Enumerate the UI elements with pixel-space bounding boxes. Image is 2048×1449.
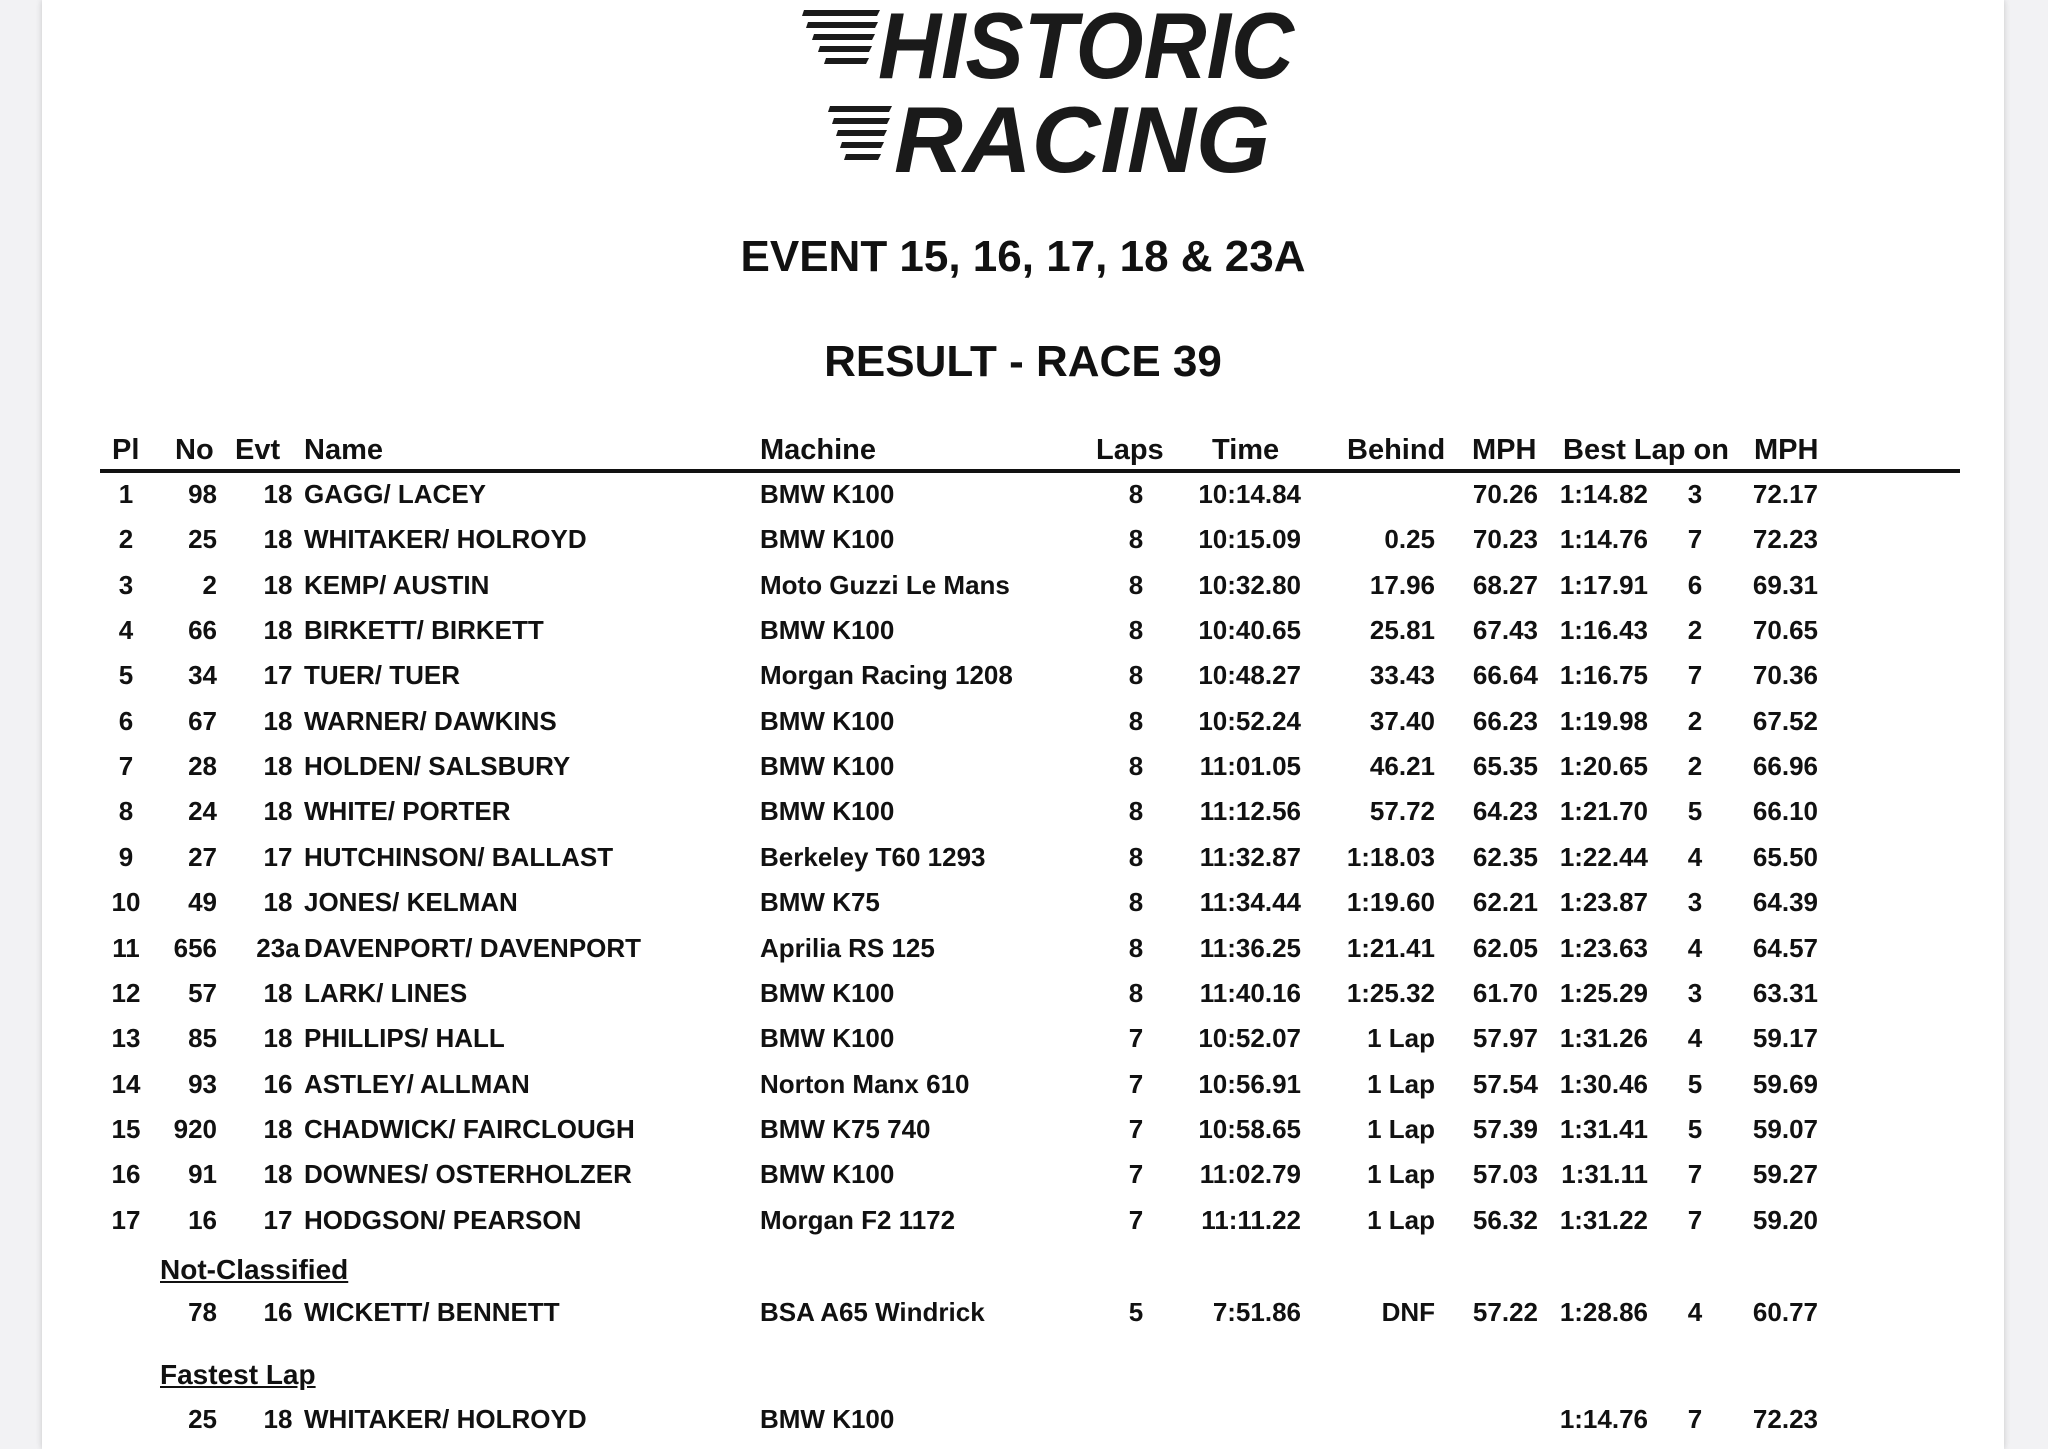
- cell-mph: 66.23: [1472, 706, 1538, 736]
- cell-mph: 56.32: [1472, 1205, 1538, 1235]
- cell-mph: 70.26: [1472, 479, 1538, 509]
- logo-line-2: RACING: [894, 87, 1270, 185]
- cell-best-lap: 1:31.26: [1559, 1023, 1648, 1053]
- cell-on: 7: [1687, 1205, 1703, 1235]
- fastest-lap-label: Fastest Lap: [160, 1359, 316, 1390]
- cell-best-lap: 1:31.22: [1559, 1205, 1648, 1235]
- cell-best-lap: 1:31.41: [1559, 1114, 1648, 1144]
- col-pl: Pl: [112, 434, 140, 466]
- cell-machine: BMW K100: [760, 978, 895, 1008]
- table-row: [42, 478, 2002, 510]
- cell-best-mph: 69.31: [1752, 570, 1818, 600]
- cell-name: HOLDEN/ SALSBURY: [304, 751, 571, 781]
- results-sheet: [42, 0, 2004, 1449]
- cell-best-mph: 59.69: [1752, 1069, 1818, 1099]
- cell-time: 10:52.24: [1198, 706, 1301, 736]
- cell-behind: 57.72: [1369, 796, 1435, 826]
- cell-evt: 17: [263, 842, 293, 872]
- cell-time: 11:34.44: [1199, 887, 1301, 917]
- cell-mph: 67.43: [1472, 615, 1538, 645]
- cell-evt: 18: [263, 796, 293, 826]
- cell-evt: 18: [263, 706, 293, 736]
- col-best-mph: MPH: [1754, 434, 1819, 466]
- cell-laps: 7: [1128, 1023, 1144, 1053]
- cell-name: BIRKETT/ BIRKETT: [304, 615, 544, 645]
- cell-pl: 1: [118, 479, 134, 509]
- cell-mph: 62.21: [1472, 887, 1538, 917]
- cell-best-mph: 72.17: [1752, 479, 1818, 509]
- cell-on: 7: [1687, 1159, 1703, 1189]
- cell-behind: 1 Lap: [1367, 1159, 1435, 1189]
- cell-time: 10:52.07: [1198, 1023, 1301, 1053]
- cell-mph: 57.97: [1472, 1023, 1538, 1053]
- cell-pl: 7: [118, 751, 134, 781]
- table-row: [42, 614, 2002, 646]
- cell-best-mph: 59.27: [1752, 1159, 1818, 1189]
- cell-no: 920: [173, 1114, 217, 1144]
- cell-best-mph: 72.23: [1752, 1404, 1818, 1434]
- cell-behind: 25.81: [1369, 615, 1435, 645]
- table-row: [42, 1022, 2002, 1054]
- cell-on: 5: [1687, 1114, 1703, 1144]
- cell-mph: 64.23: [1472, 796, 1538, 826]
- cell-laps: 7: [1128, 1205, 1144, 1235]
- cell-name: KEMP/ AUSTIN: [304, 570, 490, 600]
- cell-best-mph: 70.36: [1752, 660, 1818, 690]
- cell-name: WARNER/ DAWKINS: [304, 706, 557, 736]
- cell-on: 3: [1687, 479, 1703, 509]
- cell-name: CHADWICK/ FAIRCLOUGH: [304, 1114, 635, 1144]
- cell-no: 25: [188, 524, 217, 554]
- cell-laps: 5: [1128, 1297, 1144, 1327]
- cell-time: 11:02.79: [1199, 1159, 1301, 1189]
- col-best-lap-on: Best Lap on: [1563, 434, 1729, 466]
- cell-on: 4: [1687, 1297, 1703, 1327]
- cell-no: 34: [188, 660, 217, 690]
- cell-behind: DNF: [1381, 1297, 1435, 1327]
- cell-machine: Morgan Racing 1208: [760, 660, 1013, 690]
- cell-best-mph: 59.20: [1752, 1205, 1818, 1235]
- cell-best-lap: 1:16.43: [1559, 615, 1648, 645]
- cell-best-mph: 64.39: [1752, 887, 1818, 917]
- cell-best-mph: 65.50: [1752, 842, 1818, 872]
- table-row: [42, 750, 2002, 782]
- cell-name: WHITAKER/ HOLROYD: [304, 1404, 587, 1434]
- cell-best-mph: 60.77: [1752, 1297, 1818, 1327]
- event-title: EVENT 15, 16, 17, 18 & 23A: [740, 232, 1306, 281]
- table-row: [42, 1113, 2002, 1145]
- cell-time: 11:40.16: [1199, 978, 1301, 1008]
- cell-mph: 57.39: [1472, 1114, 1538, 1144]
- cell-machine: BMW K100: [760, 796, 895, 826]
- cell-no: 85: [188, 1023, 217, 1053]
- cell-pl: 10: [111, 887, 141, 917]
- cell-no: 98: [188, 479, 217, 509]
- cell-on: 7: [1687, 660, 1703, 690]
- cell-time: 7:51.86: [1212, 1297, 1301, 1327]
- cell-machine: BMW K100: [760, 1023, 895, 1053]
- cell-laps: 8: [1128, 706, 1144, 736]
- table-row: [42, 886, 2002, 918]
- table-header: [42, 432, 2002, 468]
- cell-pl: 3: [118, 570, 134, 600]
- cell-name: DAVENPORT/ DAVENPORT: [304, 933, 642, 963]
- cell-evt: 16: [263, 1297, 293, 1327]
- cell-best-lap: 1:19.98: [1559, 706, 1648, 736]
- cell-evt: 18: [263, 887, 293, 917]
- cell-mph: 68.27: [1472, 570, 1538, 600]
- cell-name: PHILLIPS/ HALL: [304, 1023, 505, 1053]
- cell-laps: 8: [1128, 796, 1144, 826]
- cell-evt: 18: [263, 615, 293, 645]
- cell-on: 7: [1687, 1404, 1703, 1434]
- cell-no: 24: [188, 796, 217, 826]
- cell-mph: 61.70: [1472, 978, 1538, 1008]
- cell-no: 67: [188, 706, 217, 736]
- cell-on: 2: [1687, 751, 1703, 781]
- cell-on: 4: [1687, 933, 1703, 963]
- cell-time: 10:56.91: [1198, 1069, 1301, 1099]
- cell-name: WHITE/ PORTER: [304, 796, 511, 826]
- cell-best-lap: 1:17.91: [1559, 570, 1648, 600]
- cell-best-lap: 1:31.11: [1561, 1159, 1648, 1189]
- cell-laps: 8: [1128, 887, 1144, 917]
- cell-on: 2: [1687, 706, 1703, 736]
- cell-name: DOWNES/ OSTERHOLZER: [304, 1159, 632, 1189]
- cell-machine: BMW K100: [760, 1159, 895, 1189]
- logo-line-1: HISTORIC: [878, 0, 1296, 98]
- cell-pl: 12: [111, 978, 141, 1008]
- cell-machine: BSA A65 Windrick: [760, 1297, 985, 1327]
- cell-laps: 7: [1128, 1159, 1144, 1189]
- cell-machine: BMW K100: [760, 706, 895, 736]
- cell-time: 11:36.25: [1199, 933, 1301, 963]
- cell-evt: 18: [263, 1159, 293, 1189]
- col-behind: Behind: [1347, 434, 1446, 466]
- cell-pl: 4: [118, 615, 134, 645]
- cell-no: 78: [188, 1297, 217, 1327]
- result-title: RESULT - RACE 39: [824, 337, 1222, 386]
- cell-machine: Berkeley T60 1293: [760, 842, 986, 872]
- table-row: [42, 932, 2002, 964]
- cell-on: 4: [1687, 1023, 1703, 1053]
- cell-pl: 2: [118, 524, 134, 554]
- cell-pl: 17: [111, 1205, 141, 1235]
- cell-best-lap: 1:25.29: [1559, 978, 1648, 1008]
- cell-best-lap: 1:14.82: [1559, 479, 1648, 509]
- cell-machine: Aprilia RS 125: [760, 933, 935, 963]
- cell-laps: 8: [1128, 479, 1144, 509]
- cell-evt: 18: [263, 479, 293, 509]
- cell-on: 5: [1687, 796, 1703, 826]
- cell-best-lap: 1:14.76: [1559, 1404, 1648, 1434]
- table-row: [42, 569, 2002, 601]
- cell-no: 66: [188, 615, 217, 645]
- cell-best-lap: 1:21.70: [1559, 796, 1648, 826]
- cell-mph: 62.05: [1472, 933, 1538, 963]
- cell-behind: 1 Lap: [1367, 1023, 1435, 1053]
- cell-evt: 18: [263, 1114, 293, 1144]
- cell-best-lap: 1:23.87: [1559, 887, 1648, 917]
- cell-evt: 18: [263, 1404, 293, 1434]
- cell-machine: BMW K100: [760, 524, 895, 554]
- cell-evt: 18: [263, 1023, 293, 1053]
- cell-laps: 8: [1128, 751, 1144, 781]
- cell-mph: 57.22: [1472, 1297, 1538, 1327]
- cell-pl: 14: [111, 1069, 141, 1099]
- col-mph: MPH: [1472, 434, 1537, 466]
- cell-time: 10:58.65: [1198, 1114, 1301, 1144]
- cell-best-mph: 64.57: [1752, 933, 1818, 963]
- cell-name: JONES/ KELMAN: [304, 887, 518, 917]
- col-machine: Machine: [760, 434, 877, 466]
- cell-on: 6: [1687, 570, 1703, 600]
- cell-name: WICKETT/ BENNETT: [304, 1297, 560, 1327]
- cell-best-mph: 59.07: [1752, 1114, 1818, 1144]
- cell-behind: 1:19.60: [1346, 887, 1435, 917]
- cell-no: 91: [188, 1159, 217, 1189]
- cell-pl: 13: [111, 1023, 141, 1053]
- cell-best-lap: 1:30.46: [1559, 1069, 1648, 1099]
- col-laps: Laps: [1096, 434, 1164, 466]
- header-rule: [100, 469, 1960, 473]
- cell-evt: 18: [263, 570, 293, 600]
- cell-best-mph: 67.52: [1752, 706, 1818, 736]
- cell-name: HODGSON/ PEARSON: [304, 1205, 582, 1235]
- table-row: [42, 1403, 2002, 1435]
- cell-best-lap: 1:20.65: [1559, 751, 1648, 781]
- table-row: [42, 1296, 2002, 1328]
- cell-behind: 1 Lap: [1367, 1205, 1435, 1235]
- cell-laps: 8: [1128, 570, 1144, 600]
- cell-best-mph: 66.96: [1752, 751, 1818, 781]
- cell-best-mph: 59.17: [1752, 1023, 1818, 1053]
- cell-laps: 8: [1128, 933, 1144, 963]
- cell-mph: 57.03: [1472, 1159, 1538, 1189]
- cell-laps: 7: [1128, 1114, 1144, 1144]
- cell-behind: 33.43: [1369, 660, 1435, 690]
- cell-behind: 1 Lap: [1367, 1114, 1435, 1144]
- cell-behind: 1:18.03: [1346, 842, 1435, 872]
- cell-machine: BMW K100: [760, 615, 895, 645]
- table-row: [42, 1068, 2002, 1100]
- cell-evt: 16: [263, 1069, 293, 1099]
- cell-no: 57: [188, 978, 217, 1008]
- cell-machine: Morgan F2 1172: [760, 1205, 956, 1235]
- cell-no: 28: [188, 751, 217, 781]
- cell-laps: 8: [1128, 978, 1144, 1008]
- cell-mph: 65.35: [1472, 751, 1538, 781]
- cell-pl: 15: [111, 1114, 141, 1144]
- cell-behind: 46.21: [1369, 751, 1435, 781]
- cell-no: 656: [173, 933, 217, 963]
- cell-best-mph: 70.65: [1752, 615, 1818, 645]
- col-evt: Evt: [235, 434, 281, 466]
- cell-on: 4: [1687, 842, 1703, 872]
- cell-machine: Norton Manx 610: [760, 1069, 970, 1099]
- cell-machine: Moto Guzzi Le Mans: [760, 570, 1010, 600]
- cell-machine: BMW K100: [760, 479, 895, 509]
- historic-racing-logo: [802, 0, 1302, 185]
- cell-pl: 11: [112, 933, 140, 963]
- cell-best-lap: 1:23.63: [1559, 933, 1648, 963]
- cell-evt: 18: [263, 751, 293, 781]
- cell-name: LARK/ LINES: [304, 978, 468, 1008]
- cell-time: 10:15.09: [1198, 524, 1301, 554]
- cell-time: 10:40.65: [1198, 615, 1301, 645]
- cell-machine: BMW K100: [760, 1404, 895, 1434]
- table-row: [42, 977, 2002, 1009]
- cell-time: 11:11.22: [1201, 1205, 1301, 1235]
- table-row: [42, 795, 2002, 827]
- cell-mph: 57.54: [1472, 1069, 1538, 1099]
- cell-best-mph: 63.31: [1752, 978, 1818, 1008]
- cell-time: 10:48.27: [1198, 660, 1301, 690]
- cell-on: 3: [1687, 887, 1703, 917]
- cell-behind: 17.96: [1369, 570, 1435, 600]
- cell-name: HUTCHINSON/ BALLAST: [304, 842, 614, 872]
- col-name: Name: [304, 434, 383, 466]
- cell-behind: 0.25: [1384, 524, 1435, 554]
- cell-best-lap: 1:16.75: [1559, 660, 1648, 690]
- cell-name: GAGG/ LACEY: [304, 479, 487, 509]
- cell-time: 10:32.80: [1198, 570, 1301, 600]
- cell-pl: 6: [118, 706, 134, 736]
- cell-evt: 18: [263, 978, 293, 1008]
- cell-on: 2: [1687, 615, 1703, 645]
- cell-laps: 7: [1128, 1069, 1144, 1099]
- cell-laps: 8: [1128, 660, 1144, 690]
- cell-name: WHITAKER/ HOLROYD: [304, 524, 587, 554]
- table-row: [42, 1158, 2002, 1190]
- cell-evt: 18: [263, 524, 293, 554]
- cell-no: 16: [188, 1205, 217, 1235]
- cell-time: 10:14.84: [1198, 479, 1301, 509]
- cell-no: 27: [188, 842, 217, 872]
- cell-pl: 16: [111, 1159, 141, 1189]
- cell-on: 3: [1687, 978, 1703, 1008]
- cell-behind: 1:25.32: [1346, 978, 1435, 1008]
- cell-no: 49: [188, 887, 217, 917]
- col-time: Time: [1212, 434, 1280, 466]
- cell-laps: 8: [1128, 524, 1144, 554]
- cell-time: 11:12.56: [1199, 796, 1301, 826]
- table-row: [42, 659, 2002, 691]
- cell-pl: 9: [118, 842, 134, 872]
- table-row: [42, 523, 2002, 555]
- cell-best-lap: 1:14.76: [1559, 524, 1648, 554]
- cell-on: 5: [1687, 1069, 1703, 1099]
- table-row: [42, 1204, 2002, 1236]
- cell-evt: 23a: [256, 933, 300, 963]
- cell-evt: 17: [263, 660, 293, 690]
- cell-time: 11:32.87: [1199, 842, 1301, 872]
- cell-pl: 5: [118, 660, 134, 690]
- cell-mph: 62.35: [1472, 842, 1538, 872]
- cell-behind: 37.40: [1369, 706, 1435, 736]
- cell-best-mph: 72.23: [1752, 524, 1818, 554]
- cell-machine: BMW K100: [760, 751, 895, 781]
- cell-laps: 8: [1128, 842, 1144, 872]
- cell-name: ASTLEY/ ALLMAN: [304, 1069, 530, 1099]
- cell-best-lap: 1:22.44: [1559, 842, 1648, 872]
- cell-no: 25: [188, 1404, 217, 1434]
- cell-evt: 17: [263, 1205, 293, 1235]
- cell-machine: BMW K75 740: [760, 1114, 931, 1144]
- cell-machine: BMW K75: [760, 887, 880, 917]
- not-classified-label: Not-Classified: [160, 1254, 349, 1285]
- cell-no: 93: [188, 1069, 217, 1099]
- cell-mph: 70.23: [1472, 524, 1538, 554]
- cell-behind: 1:21.41: [1346, 933, 1435, 963]
- cell-behind: 1 Lap: [1367, 1069, 1435, 1099]
- cell-time: 11:01.05: [1199, 751, 1301, 781]
- table-row: [42, 705, 2002, 737]
- cell-laps: 8: [1128, 615, 1144, 645]
- cell-best-mph: 66.10: [1752, 796, 1818, 826]
- cell-on: 7: [1687, 524, 1703, 554]
- cell-pl: 8: [118, 796, 134, 826]
- col-no: No: [175, 434, 214, 466]
- table-row: [42, 841, 2002, 873]
- cell-no: 2: [202, 570, 217, 600]
- cell-name: TUER/ TUER: [304, 660, 460, 690]
- cell-best-lap: 1:28.86: [1559, 1297, 1648, 1327]
- cell-mph: 66.64: [1472, 660, 1538, 690]
